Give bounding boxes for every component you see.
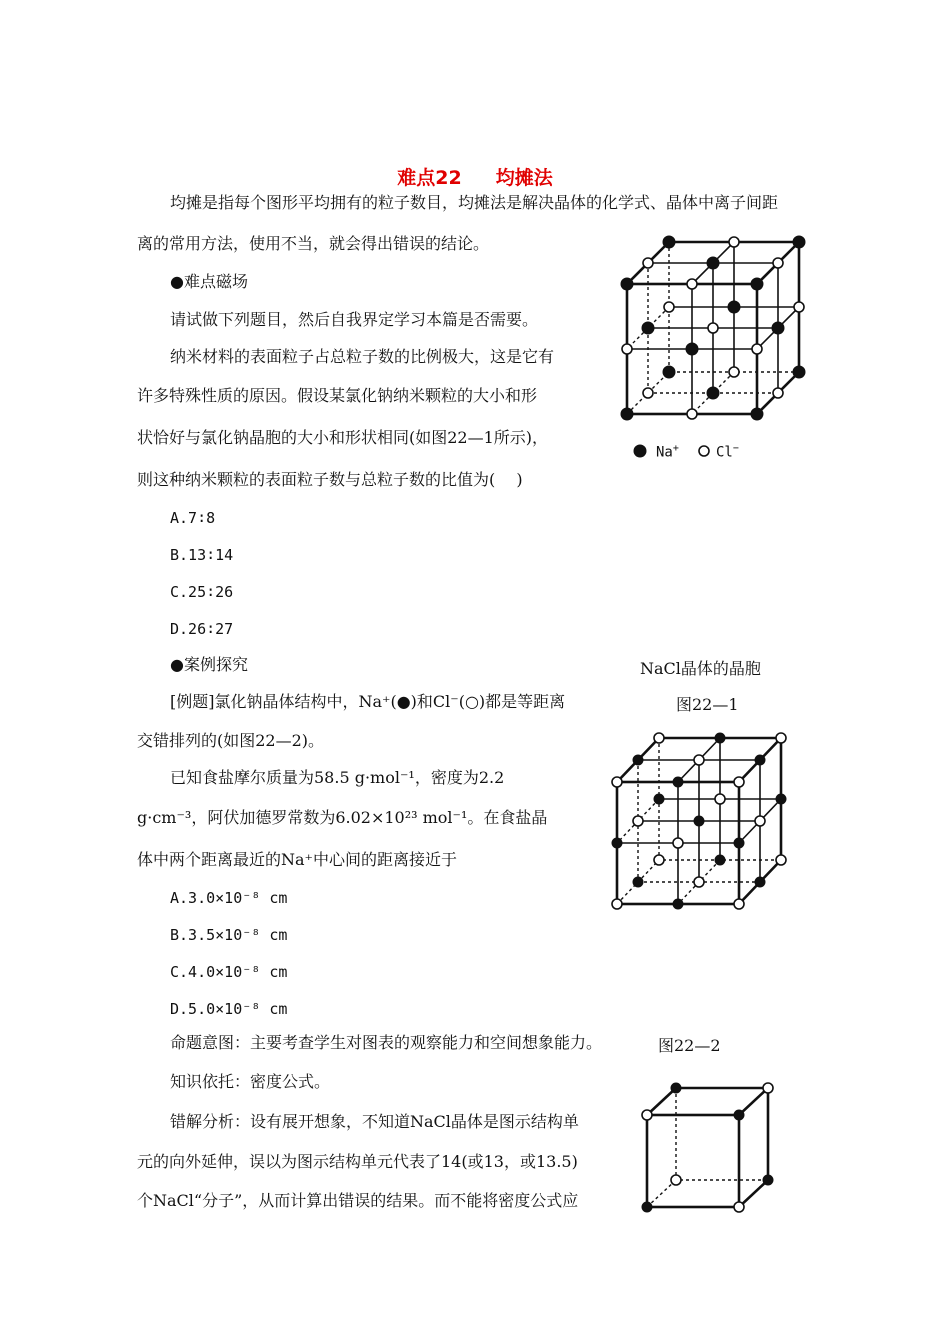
cl-ion: [734, 777, 744, 787]
cl-ion: [794, 302, 804, 312]
example-option-d: D.5.0×10⁻⁸ cm: [170, 1000, 288, 1018]
na-ion: [793, 366, 805, 378]
page-title: [0, 163, 950, 190]
na-ion: [686, 343, 698, 355]
cl-ion: [664, 302, 674, 312]
example-option-a: A.3.0×10⁻⁸ cm: [170, 889, 288, 907]
cl-ion: [773, 388, 783, 398]
cl-ion: [752, 344, 762, 354]
cl-ion: [729, 237, 739, 247]
na-ion: [642, 322, 654, 334]
cl-ion: [694, 877, 704, 887]
na-ion: [673, 899, 683, 909]
example-line-3: 已知食盐摩尔质量为58.5 g·mol⁻¹，密度为2.2: [170, 768, 505, 787]
nacl-unit-cell-diagram: [615, 230, 815, 430]
error-analysis-line-2: 元的向外延伸，误以为图示结构单元代表了14(或13，或13.5): [137, 1152, 578, 1171]
cl-ion: [734, 1202, 744, 1212]
na-ion: [751, 408, 763, 420]
na-ion: [621, 408, 633, 420]
na-ion: [755, 755, 765, 765]
na-ion: [734, 1110, 744, 1120]
connector-edge: [739, 1180, 768, 1207]
question-line-3: 状恰好与氯化钠晶胞的大小和形状相同(如图22—1所示)，: [137, 428, 549, 447]
cl-ion: [715, 794, 725, 804]
cl-ion: [642, 1110, 652, 1120]
question-line-1: 纳米材料的表面粒子占总粒子数的比例极大，这是它有: [170, 347, 555, 366]
question-line-2: 许多特殊性质的原因。假设某氯化钠纳米颗粒的大小和形: [137, 386, 538, 405]
na-ion: [663, 236, 675, 248]
figure1-caption-number: 图22—1: [676, 695, 739, 714]
na-ion: [715, 855, 725, 865]
connector-edge: [647, 1088, 676, 1115]
example-option-b: B.3.5×10⁻⁸ cm: [170, 926, 288, 944]
na-ion: [755, 877, 765, 887]
intent-line: 命题意图：主要考查学生对图表的观察能力和空间想象能力。: [170, 1033, 603, 1052]
na-ion: [707, 257, 719, 269]
connector-hidden-edge: [647, 1180, 676, 1207]
cl-ion: [776, 855, 786, 865]
cl-ion: [763, 1083, 773, 1093]
cl-ion: [755, 816, 765, 826]
cl-ion: [643, 258, 653, 268]
title-number: 难点22: [397, 167, 462, 189]
error-analysis-line-1: 错解分析：设有展开想象，不知道NaCl晶体是图示结构单: [170, 1112, 579, 1131]
example-line-4: g·cm⁻³，阿伏加德罗常数为6.02×10²³ mol⁻¹。在食盐晶: [137, 808, 548, 827]
cl-ion: [708, 323, 718, 333]
cl-ion: [687, 279, 697, 289]
na-ion: [751, 278, 763, 290]
na-ion: [621, 278, 633, 290]
option-d: D.26∶27: [170, 620, 234, 638]
question-line-4: 则这种纳米颗粒的表面粒子数与总粒子数的比值为( ): [137, 470, 523, 489]
option-a: A.7∶8: [170, 509, 216, 527]
na-ion: [776, 794, 786, 804]
cl-legend-text: Cl: [716, 444, 733, 461]
example-option-c: C.4.0×10⁻⁸ cm: [170, 963, 288, 981]
cl-ion: [612, 899, 622, 909]
intro-line-2: 离的常用方法，使用不当，就会得出错误的结论。: [137, 234, 490, 253]
na-ion: [673, 777, 683, 787]
na-ion: [612, 838, 622, 848]
cl-ion: [729, 367, 739, 377]
na-legend-sup: +: [672, 443, 679, 454]
na-ion: [728, 301, 740, 313]
cl-ion: [687, 409, 697, 419]
section-instruction: 请试做下列题目，然后自我界定学习本篇是否需要。: [170, 310, 539, 329]
cl-legend-marker: [698, 445, 710, 457]
cl-ion: [673, 838, 683, 848]
section-heading-case-study: ●案例探究: [170, 655, 248, 674]
figure1-caption-title: NaCl晶体的晶胞: [640, 659, 761, 678]
na-ion: [734, 838, 744, 848]
na-legend-label: [656, 443, 679, 461]
cl-ion: [612, 777, 622, 787]
cl-ion: [622, 344, 632, 354]
na-ion: [707, 387, 719, 399]
intro-line-1: 均摊是指每个图形平均拥有的粒子数目，均摊法是解决晶体的化学式、晶体中离子间距: [170, 193, 779, 212]
cl-ion: [773, 258, 783, 268]
cl-ion: [633, 816, 643, 826]
na-ion: [633, 877, 643, 887]
cl-ion: [671, 1175, 681, 1185]
title-topic: 均摊法: [495, 167, 553, 189]
na-ion: [671, 1083, 681, 1093]
na-ion: [663, 366, 675, 378]
example-line-5: 体中两个距离最近的Na⁺中心间的距离接近于: [137, 850, 457, 869]
na-legend-text: Na: [656, 444, 673, 461]
na-ion: [694, 816, 704, 826]
cl-ion: [734, 899, 744, 909]
na-ion: [633, 755, 643, 765]
cl-ion: [643, 388, 653, 398]
na-ion: [763, 1175, 773, 1185]
na-ion: [642, 1202, 652, 1212]
option-b: B.13∶14: [170, 546, 234, 564]
knowledge-line: 知识依托：密度公式。: [170, 1072, 331, 1091]
na-legend-marker: [633, 444, 647, 458]
cl-ion: [654, 855, 664, 865]
option-c: C.25∶26: [170, 583, 234, 601]
na-ion: [793, 236, 805, 248]
section-heading-difficulty: ●难点磁场: [170, 272, 248, 291]
cl-ion: [694, 755, 704, 765]
example-line-1: [例题]氯化钠晶体结构中，Na⁺(●)和Cl⁻(○)都是等距离: [170, 692, 566, 711]
nacl-small-cube-diagram: [640, 1080, 790, 1230]
error-analysis-line-3: 个NaCl“分子”，从而计算出错误的结果。而不能将密度公式应: [137, 1191, 579, 1210]
cl-legend-sup: −: [732, 443, 739, 454]
na-ion: [715, 733, 725, 743]
cl-ion: [654, 733, 664, 743]
connector-edge: [739, 1088, 768, 1115]
na-ion: [772, 322, 784, 334]
cl-ion: [776, 733, 786, 743]
example-line-2: 交错排列的(如图22—2)。: [137, 731, 325, 750]
na-ion: [654, 794, 664, 804]
cl-legend-label: [716, 443, 739, 461]
nacl-lattice-diagram: [611, 732, 811, 932]
figure2-caption: 图22—2: [658, 1036, 721, 1055]
